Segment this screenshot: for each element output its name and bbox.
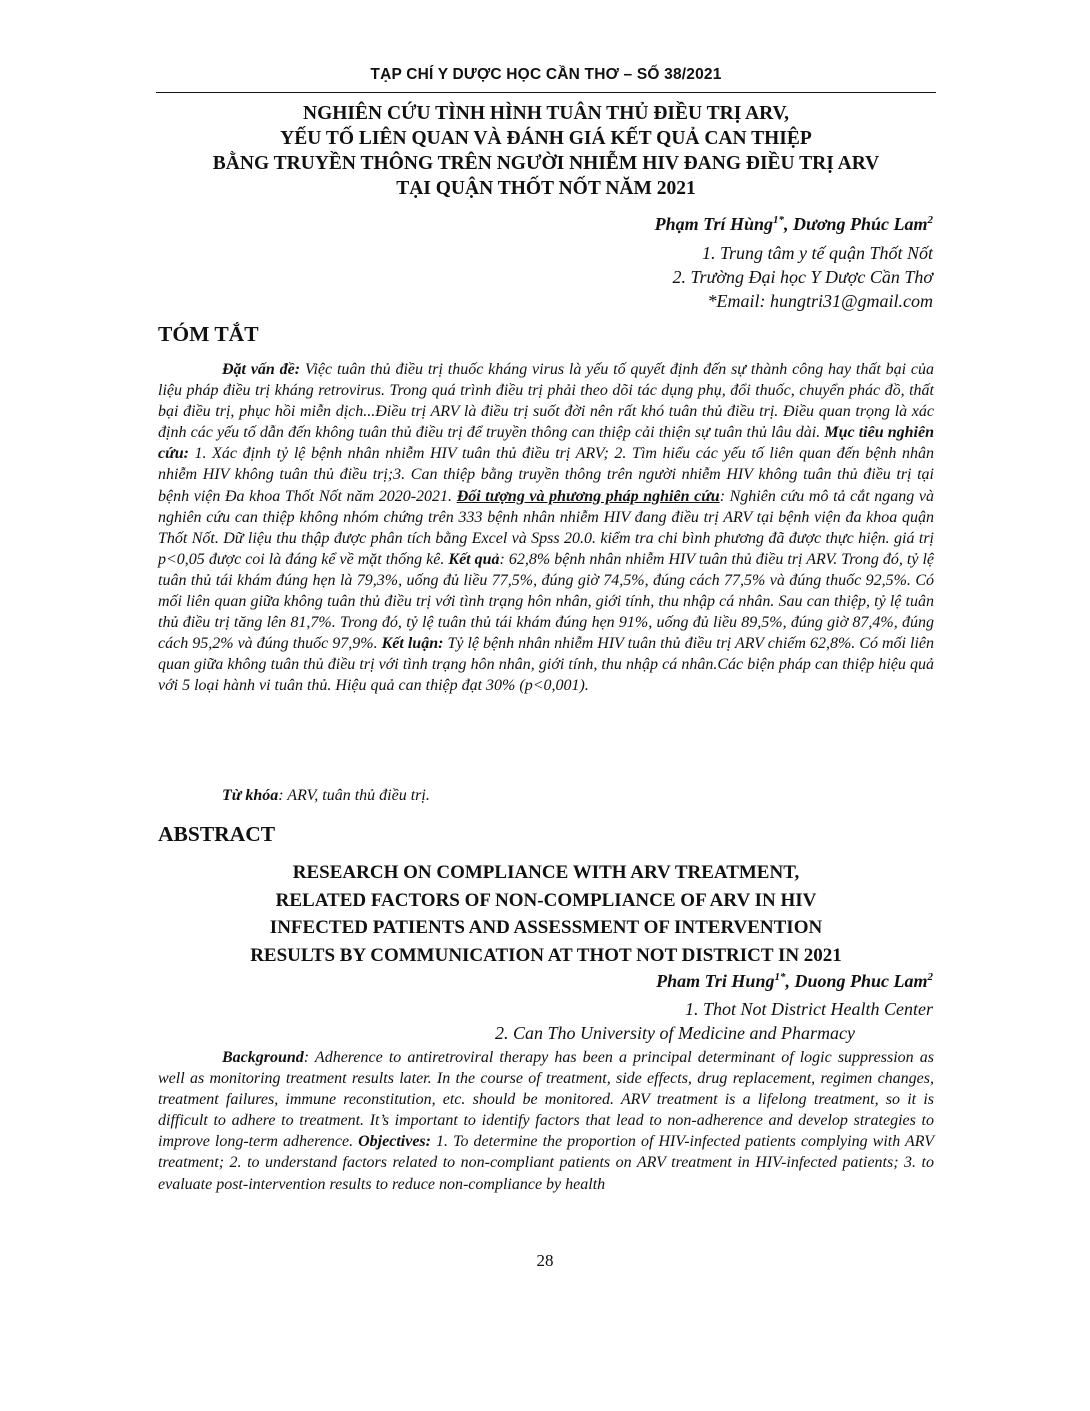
author-2-en: Duong Phuc Lam <box>794 971 928 991</box>
text-tu-khoa: : ARV, tuân thủ điều trị. <box>278 787 430 804</box>
section-title-tom-tat: TÓM TẮT <box>158 322 259 346</box>
label-ket-luan: Kết luận: <box>381 635 444 653</box>
title-en-line-4: RESULTS BY COMMUNICATION AT THOT NOT DISTRICT IN 2021 <box>250 944 842 966</box>
author-2-en-sup: 2 <box>927 971 933 983</box>
email: *Email: hungtri31@gmail.com <box>707 291 933 311</box>
author-1-en: Pham Tri Hung <box>656 971 775 991</box>
title-vi-line-1: NGHIÊN CỨU TÌNH HÌNH TUÂN THỦ ĐIỀU TRỊ ARV, <box>302 103 789 124</box>
affiliation-en-2: 2. Can Tho University of Medicine and Pharmacy <box>495 1023 855 1043</box>
label-background: Background <box>222 1049 304 1066</box>
title-vi-line-4: TẠI QUẬN THỐT NỐT NĂM 2021 <box>396 178 696 199</box>
page-number: 28 <box>536 1251 554 1270</box>
text-objectives: 1. To determine the proportion of HIV-infected patients complying with ARV treatment; 2. to understand factors related to non-compliant patients on ARV treatment in HIV-infected patients; 3. to evaluate post-intervention results to reduce non-compliance by health <box>158 1133 934 1193</box>
authors-vi <box>655 214 933 235</box>
article-title-vi <box>158 101 934 201</box>
author-1-sup: 1* <box>773 214 785 226</box>
author-1-en-sup: 1* <box>774 971 786 983</box>
title-vi-line-3: BẰNG TRUYỀN THÔNG TRÊN NGƯỜI NHIỄM HIV ĐANG ĐIỀU TRỊ ARV <box>212 153 880 174</box>
label-muc-tieu: Mục tiêu nghiên cứu: <box>158 424 935 463</box>
label-ket-qua: Kết quả <box>448 550 500 568</box>
article-title-en <box>158 859 934 969</box>
title-en-line-2: RELATED FACTORS OF NON-COMPLIANCE OF ARV IN HIV <box>275 889 817 911</box>
authors-en <box>656 971 933 992</box>
author-separator: , <box>784 214 794 234</box>
text-dat-van-de: Việc tuân thủ điều trị thuốc kháng virus là yếu tố quyết định đến sự thành công hay thất bại của liệu pháp điều trị kháng retrovirus. Trong quá trình điều trị phải theo dõi tác dụng phụ, đổi thuốc, chuyển phác đồ, thất bại điều trị, phục hồi miễn dịch...Điều trị ARV là điều trị suốt đời nên rất khó tuân thủ điều trị. Điều quan trọng là xác định các yếu tố dẫn đến không tuân thủ điều trị để truyền thông can thiệp cải thiện sự tuân thủ lâu dài. <box>158 361 935 442</box>
header-rule <box>156 92 936 93</box>
title-en-line-3: INFECTED PATIENTS AND ASSESSMENT OF INTERVENTION <box>269 917 823 938</box>
label-tu-khoa: Từ khóa <box>222 787 279 804</box>
author-1: Phạm Trí Hùng <box>654 214 774 234</box>
text-ket-qua: : 62,8% bệnh nhân nhiễm HIV tuân thủ điều trị ARV. Trong đó, tỷ lệ tuân thủ tái khám đúng hẹn là 79,3%, uống đủ liều 77,5%, đúng giờ 74,5%, đúng cách 77,5% và đúng thuốc 92,5%. Có mối liên quan giữa không tuân thủ điều trị với tình trạng hôn nhân, giới tính, thu nhập cá nhân. Sau can thiệp, tỷ lệ tuân thủ điều trị tăng lên 81,7%. Trong đó, tỷ lệ tuân thủ tái khám đúng hẹn 91%, uống đủ liều 89,5%, đúng giờ 87,4%, đúng cách 95,2% và đúng thuốc 97,9%. <box>158 550 935 653</box>
title-en-line-1: RESEARCH ON COMPLIANCE WITH ARV TREATMENT, <box>292 862 800 883</box>
keywords-vi <box>158 785 934 806</box>
text-muc-tieu: 1. Xác định tỷ lệ bệnh nhân nhiễm HIV tuân thủ điều trị ARV; 2. Tìm hiểu các yếu tố liên quan đến bệnh nhân nhiễm HIV không tuân thủ điều trị;3. Can thiệp bằng truyền thông trên người nhiễm HIV không tuân thủ điều trị tại bệnh viện Đa khoa Thốt Nốt năm 2020-2021. <box>158 445 934 505</box>
text-background: : Adherence to antiretroviral therapy has been a principal determinant of logic suppression as well as monitoring treatment results later. In the course of treatment, side effects, drug replacement, regimen changes, treatment failures, immune reconstitution, etc. should be monitored. ARV treatment is a lifelong treatment, so it is difficult to adhere to treatment. It’s important to identify factors that lead to non-adherence and develop strategies to improve long-term adherence. <box>158 1049 934 1151</box>
affiliation-vi-1: 1. Trung tâm y tế quận Thốt Nốt <box>701 243 933 263</box>
text-ket-luan: Tỷ lệ bệnh nhân nhiễm HIV tuân thủ điều trị ARV chiếm 62,8%. Có mối liên quan giữa không tuân thủ điều trị với tình trạng hôn nhân, giới tính, thu nhập cá nhân.Các biện pháp can thiệp hiệu quả với 5 loại hành vi tuân thủ. Hiệu quả can thiệp đạt 30% (p<0,001). <box>158 635 934 695</box>
abstract-vi <box>158 359 934 697</box>
author-separator-en: , <box>785 971 795 991</box>
affiliation-en-1: 1. Thot Not District Health Center <box>684 999 933 1019</box>
author-2: Dương Phúc Lam <box>793 214 928 234</box>
section-title-abstract: ABSTRACT <box>158 822 276 846</box>
text-doi-tuong: : Nghiên cứu mô tả cắt ngang và nghiên cứu can thiệp không nhóm chứng trên 333 bệnh nhân nhiễm HIV đang điều trị ARV tại bệnh viện đa khoa quận Thốt Nốt. Dữ liệu thu thập được phân tích bằng Excel và Spss 20.0. kiểm tra chi bình phương đã được thực hiện. giá trị p<0,05 được coi là đáng kể về mặt thống kê. <box>158 487 935 568</box>
journal-header: TẠP CHÍ Y DƯỢC HỌC CẦN THƠ – SỐ 38/2021 <box>370 66 722 83</box>
abstract-en <box>158 1047 934 1195</box>
title-vi-line-2: YẾU TỐ LIÊN QUAN VÀ ĐÁNH GIÁ KẾT QUẢ CAN THIỆP <box>280 128 812 149</box>
label-dat-van-de: Đặt vấn đề: <box>222 361 301 378</box>
label-objectives: Objectives: <box>358 1133 431 1151</box>
label-doi-tuong: Đối tượng và phương pháp nghiên cứu <box>456 487 720 505</box>
author-2-sup: 2 <box>927 214 933 226</box>
affiliation-vi-2: 2. Trường Đại học Y Dược Cần Thơ <box>672 267 933 287</box>
